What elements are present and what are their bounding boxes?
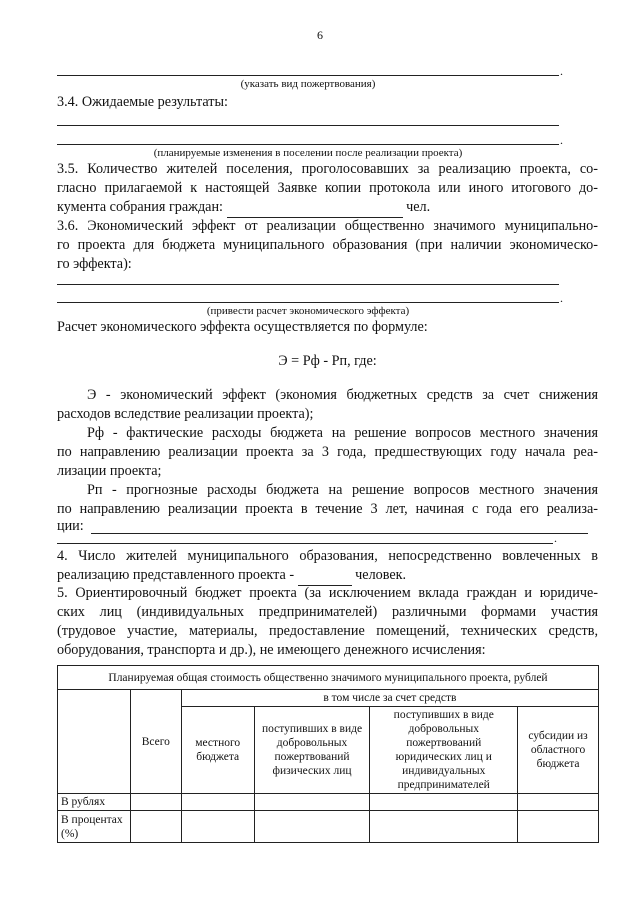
results-line-2 (57, 144, 559, 145)
header-individuals: поступивших в виде добровольных пожертвований физических лиц (254, 707, 370, 794)
cell-percent-individuals[interactable] (254, 811, 370, 843)
section-4-line-1: 4. Число жителей муниципального образования, непосредственно вовлеченных в (57, 548, 598, 564)
cell-percent-total[interactable] (130, 811, 181, 843)
results-line-1 (57, 125, 559, 126)
cell-percent-subsidy[interactable] (518, 811, 599, 843)
row-label-percent: В процентах (%) (58, 811, 131, 843)
cell-rubles-local[interactable] (181, 794, 254, 811)
table-title-row (58, 666, 599, 690)
section-5-line-3: (трудовое участие, материалы, предоставление помещений, технических средств, (57, 623, 598, 639)
page-number: 6 (317, 28, 323, 42)
budget-table (57, 665, 599, 843)
section-3-4-heading: 3.4. Ожидаемые результаты: (57, 94, 228, 110)
effect-line-1 (57, 284, 559, 285)
table-row-percent (58, 811, 599, 843)
table-row-rubles (58, 794, 599, 811)
line-end-dot: . (560, 64, 563, 78)
voters-unit: чел. (406, 199, 431, 215)
effect-caption: (привести расчет экономического эффекта) (206, 305, 410, 317)
section-3-5-line-1: 3.5. Количество жителей поселения, проголосовавших за реализацию проекта, со- (57, 161, 598, 177)
header-including: в том числе за счет средств (181, 690, 598, 707)
line-end-dot: . (560, 133, 563, 147)
formula: Э = Рф - Рп, где: (278, 353, 377, 369)
section-4-line-2 (57, 566, 598, 586)
results-caption: (планируемые изменения в поселении после реализации проекта) (153, 147, 463, 159)
residents-count-field[interactable] (298, 566, 352, 586)
header-subsidy: субсидии из областного бюджета (518, 707, 599, 794)
def-rf-line-1: Рф - фактические расходы бюджета на решение вопросов местного значения (87, 425, 598, 441)
table-header-row-1 (58, 690, 599, 707)
row-label-rubles: В рублях (58, 794, 131, 811)
section-3-5-line-2: гласно прилагаемой к настоящей Заявке копии протокола или иного итогового до- (57, 180, 598, 196)
section-5-line-4: оборудования, транспорта и др.), не имеющего денежного исчисления: (57, 642, 486, 658)
header-empty-cell (58, 690, 131, 794)
cell-percent-local[interactable] (181, 811, 254, 843)
calc-intro: Расчет экономического эффекта осуществляется по формуле: (57, 319, 428, 335)
def-e-line-2: расходов вследствие реализации проекта); (57, 406, 314, 422)
header-legal-entities: поступивших в виде добровольных пожертвований юридических лиц и индивидуальных предпринимателей (370, 707, 518, 794)
section-4-line-2-text: реализацию представленного проекта - (57, 567, 295, 583)
def-rf-line-3: лизации проекта; (57, 463, 162, 479)
line-end-dot: . (560, 291, 563, 305)
cell-rubles-subsidy[interactable] (518, 794, 599, 811)
def-rf-line-2: по направлению реализации проекта за 3 года, предшествующих году начала реа- (57, 444, 598, 460)
cell-percent-legal[interactable] (370, 811, 518, 843)
cell-rubles-legal[interactable] (370, 794, 518, 811)
def-rp-line-1: Рп - прогнозные расходы бюджета на решение вопросов местного значения (87, 482, 598, 498)
def-e-line-1: Э - экономический эффект (экономия бюджетных средств за счет снижения (87, 387, 598, 403)
section-5-line-1: 5. Ориентировочный бюджет проекта (за исключением вклада граждан и юридиче- (57, 585, 598, 601)
def-rp-line-2: по направлению реализации проекта в течение 3 лет, начиная с года его реализа- (57, 501, 598, 517)
line-end-dot: . (554, 531, 557, 545)
cell-rubles-individuals[interactable] (254, 794, 370, 811)
section-5-line-2: ских лиц (индивидуальных предпринимателей) различными формами участия (57, 604, 598, 620)
cell-rubles-total[interactable] (130, 794, 181, 811)
section-3-5-line-3-text: кумента собрания граждан: (57, 199, 224, 215)
donation-type-line (57, 75, 559, 76)
effect-line-2 (57, 302, 559, 303)
realization-line-2 (57, 543, 553, 544)
header-local-budget: местного бюджета (181, 707, 254, 794)
realization-line-1 (91, 533, 588, 534)
section-3-6-line-3: го эффекта): (57, 256, 132, 272)
def-rp-line-3: ции: (57, 518, 84, 534)
table-title: Планируемая общая стоимость общественно значимого муниципального проекта, рублей (58, 666, 599, 690)
residents-unit: человек. (355, 567, 407, 583)
section-3-5-line-3 (57, 198, 598, 218)
donation-caption: (указать вид пожертвования) (240, 78, 376, 90)
voters-count-field[interactable] (227, 198, 403, 218)
section-3-6-line-1: 3.6. Экономический эффект от реализации общественно значимого муниципально- (57, 218, 598, 234)
header-total: Всего (130, 690, 181, 794)
section-3-6-line-2: го проекта для бюджета муниципального образования (при наличии экономическо- (57, 237, 598, 253)
